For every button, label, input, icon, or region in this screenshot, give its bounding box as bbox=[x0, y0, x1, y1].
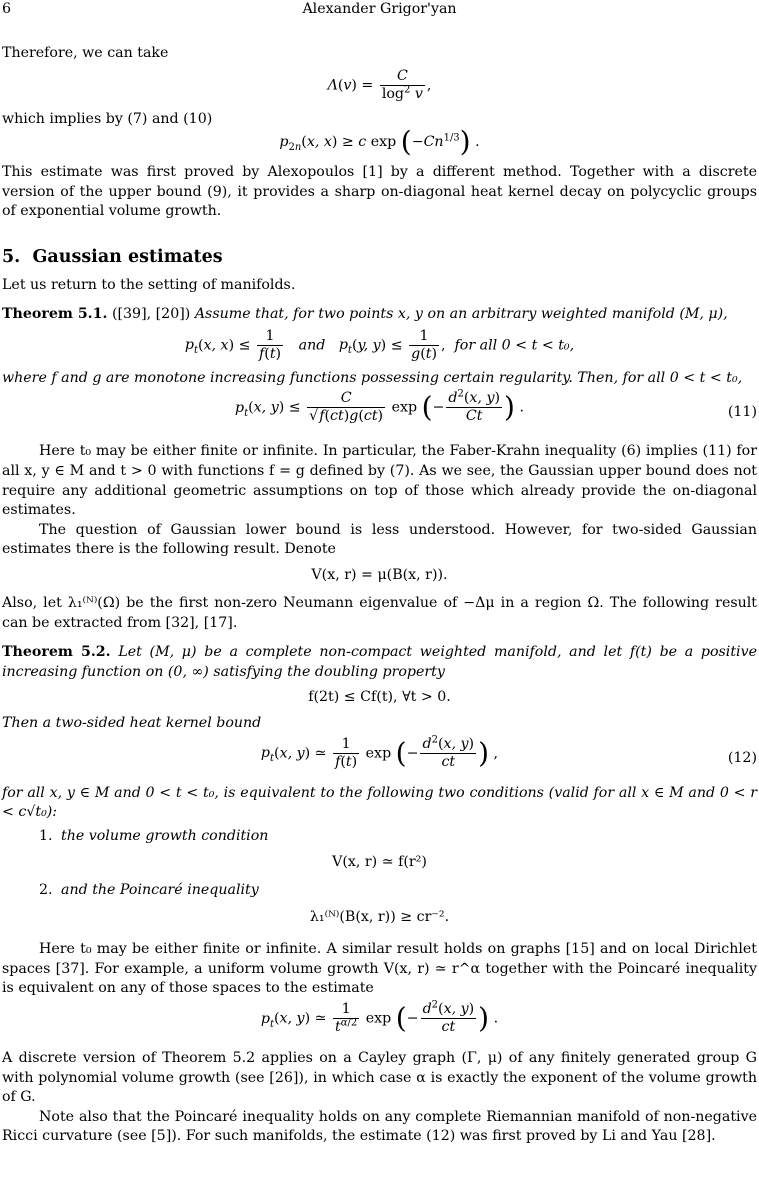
section-heading bbox=[2, 248, 757, 268]
equation-12: $p_t(x$, y) ≃ $\frac{1}{f(t)}$ exp (− $\frac{d^2(x, y)}{ct}$ ) , (12) bbox=[260, 734, 757, 770]
alexopoulos-paragraph: This estimate was first proved by Alexopoulos [1] by a different method. Together with a discrete version of the upper bound (9), it provides a sharp on-diagonal heat kernel decay on polycyclic groups of exponential volume growth. bbox=[2, 164, 757, 220]
section-number: 5. bbox=[2, 246, 21, 267]
therefore-line: Therefore, we can take bbox=[2, 45, 169, 61]
paragraph-neumann: Also, let λ₁⁽ᴺ⁾(Ω) be the first non-zero Neumann eigenvalue of −Δμ in a region Ω. The following result can be extracted from [32], [17]. bbox=[2, 594, 757, 631]
theorem-5-2-text3: for all x, y ∈ M and 0 < t < t₀, is equivalent to the following two conditions (valid for all x ∈ M and 0 < r < c√t₀): bbox=[2, 784, 757, 821]
equation-polynomial: $p_t(x$, y) ≃ $\frac{1}{t^{\alpha/2}}$ exp (− $\frac{d^2(x, y)}{ct}$ ) . bbox=[260, 999, 499, 1036]
running-head-author: Alexander Grigor'yan bbox=[302, 1, 457, 17]
theorem-5-2-text1: Let (M, μ) be a complete non-compact weighted manifold, and let f(t) be a positive increasing function on (0, ∞) satisfying the doubling property bbox=[2, 644, 757, 680]
theorem-5-1-text1: Assume that, for two points x, y on an arbitrary weighted manifold (M, μ), bbox=[194, 306, 728, 323]
paragraph-ricci: Note also that the Poincaré inequality holds on any complete Riemannian manifold of non-negative Ricci curvature (see [5]). For such manifolds, the estimate (12) was first proved by Li and Yau [28]. bbox=[2, 1108, 757, 1145]
condition-1-text: the volume growth condition bbox=[61, 828, 269, 845]
theorem-5-1-label: Theorem 5.1. bbox=[2, 306, 108, 323]
volume-growth-equation: V(x, r) ≃ f(r²) bbox=[332, 853, 427, 870]
theorem-5-1-refs: ([39], [20]) bbox=[111, 306, 191, 323]
theorem-5-1-statement bbox=[2, 305, 757, 325]
theorem-5-2-label: Theorem 5.2. bbox=[2, 644, 111, 661]
condition-2 bbox=[39, 881, 757, 901]
page-number: 6 bbox=[2, 1, 12, 17]
condition-1 bbox=[39, 827, 757, 847]
running-head bbox=[2, 0, 757, 20]
theorem-5-2-statement bbox=[2, 643, 757, 682]
condition-2-number: 2. bbox=[39, 881, 53, 898]
equation-11-number: (11) bbox=[727, 404, 757, 421]
theorem-5-1-text2: where f and g are monotone increasing functions possessing certain regularity. Then, for all 0 < t < t₀, bbox=[2, 369, 743, 386]
theorem-5-2-text2: Then a two-sided heat kernel bound bbox=[2, 715, 262, 732]
equation-11: $p_t(x$, y) ≤ $\frac{C}{√f(ct)g(ct)}$ exp (− $\frac{d^2(x, y)}{Ct}$ ) . (11) bbox=[235, 388, 757, 425]
theorem-5-1-hypothesis: $p_t(x$, x) ≤ $\frac{1}{f(t)}$ and $p_t(y$, y) ≤ $\frac{1}{g(t)}$ , for all 0 < t < t₀, bbox=[184, 327, 575, 362]
equation-p2n: $p_{2n}(x$, x) ≥ c $\exp (-Cn^{1/3})$ . bbox=[279, 125, 480, 159]
equation-12-number: (12) bbox=[727, 750, 757, 767]
section-intro: Let us return to the setting of manifolds. bbox=[2, 276, 296, 293]
poincare-equation: λ₁⁽ᴺ⁾(B(x, r)) ≥ cr⁻². bbox=[309, 909, 450, 926]
page-body bbox=[2, 44, 757, 1147]
theorem-5-1-and: and bbox=[298, 337, 326, 354]
condition-2-text: and the Poincaré inequality bbox=[61, 881, 259, 898]
volume-definition: V(x, r) = μ(B(x, r)). bbox=[311, 566, 448, 583]
doubling-property: f(2t) ≤ Cf(t), ∀t > 0. bbox=[308, 689, 451, 706]
section-title: Gaussian estimates bbox=[32, 246, 223, 267]
theorem-5-1-forall: for all 0 < t < t₀, bbox=[454, 337, 575, 354]
paragraph-t0-second: Here t₀ may be either finite or infinite. A similar result holds on graphs [15] and on local Dirichlet spaces [37]. For example, a uniform volume growth V(x, r) ≃ r^α together with the Poincaré inequality is equivalent on any of those spaces to the estimate bbox=[2, 941, 757, 997]
paragraph-t0-first: Here t₀ may be either finite or infinite. In particular, the Faber-Krahn inequality (6) implies (11) for all x, y ∈ M and t > 0 with functions f = g defined by (7). As we see, the Gaussian upper bound does not require any additional geometric assumptions on top of those which already provide the on-diagonal estimates. bbox=[2, 443, 757, 519]
implies-line: which implies by (7) and (10) bbox=[2, 110, 213, 127]
paragraph-cayley: A discrete version of Theorem 5.2 applies on a Cayley graph (Γ, μ) of any finitely generated group G with polynomial volume growth (see [26]), in which case α is exactly the exponent of the volume growth of G. bbox=[2, 1050, 757, 1106]
equation-lambda: Λ(v) = $\frac{C}{\log^2 v}$ , bbox=[327, 67, 432, 102]
paragraph-lower-bound: The question of Gaussian lower bound is less understood. However, for two-sided Gaussian estimates there is the following result. Denote bbox=[2, 521, 757, 558]
condition-1-number: 1. bbox=[39, 828, 53, 845]
